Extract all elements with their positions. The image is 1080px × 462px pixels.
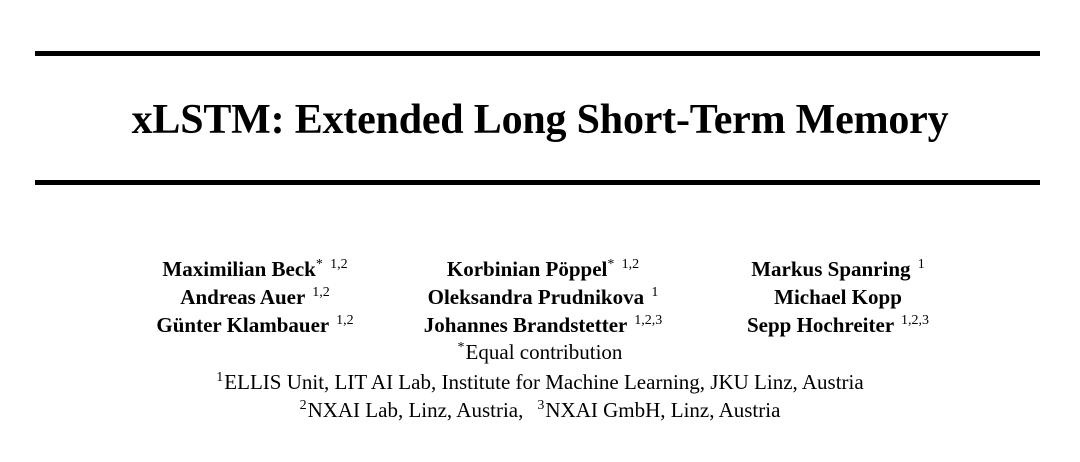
author: Oleksandra Prudnikova $^1$ xyxy=(427,285,659,309)
author-row xyxy=(0,255,1080,283)
author: Maximilian Beck* $^{1,2}$ xyxy=(162,257,348,281)
author-block xyxy=(0,255,1080,339)
paper-title: xLSTM: Extended Long Short-Term Memory xyxy=(131,97,949,143)
author: Johannes Brandstetter $^{1,2,3}$ xyxy=(423,313,663,337)
top-rule xyxy=(35,51,1040,56)
equal-contribution-note: *Equal contribution xyxy=(457,340,623,364)
author: Michael Kopp xyxy=(774,285,902,309)
affiliation-line: $^2$NXAI Lab, Linz, Austria, $^3$NXAI GmbH, Linz, Austria xyxy=(299,398,781,422)
affiliation-line: $^1$ELLIS Unit, LIT AI Lab, Institute for Machine Learning, JKU Linz, Austria xyxy=(216,370,864,394)
author: Günter Klambauer $^{1,2}$ xyxy=(156,313,354,337)
author: Markus Spanring $^1$ xyxy=(751,257,925,281)
author: Sepp Hochreiter $^{1,2,3}$ xyxy=(746,313,930,337)
bottom-rule xyxy=(35,180,1040,185)
author: Korbinian Pöppel* $^{1,2}$ xyxy=(446,257,640,281)
author: Andreas Auer $^{1,2}$ xyxy=(180,285,330,309)
author-row xyxy=(0,283,1080,311)
author-row xyxy=(0,311,1080,339)
